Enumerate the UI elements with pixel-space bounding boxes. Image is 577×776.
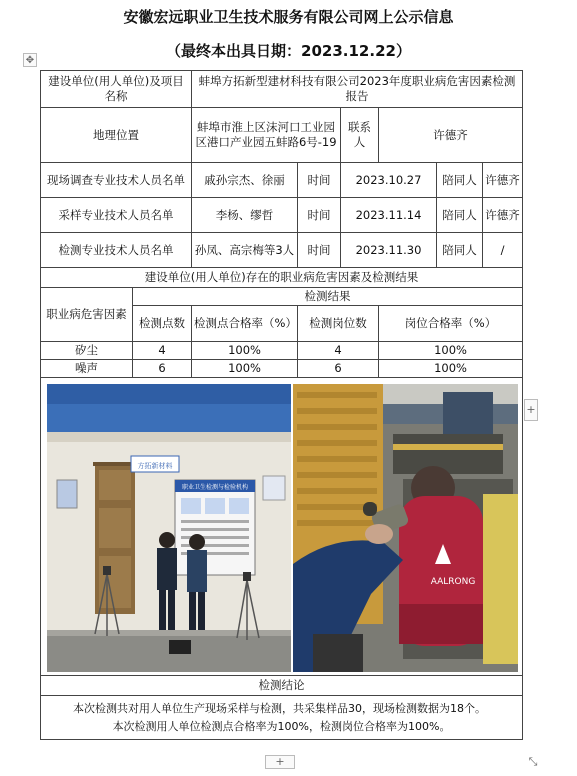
sampling-time-label: 时间 — [298, 198, 341, 233]
factor-cell: 矽尘 — [41, 341, 133, 359]
add-row-button[interactable]: + — [265, 755, 295, 769]
col-post-rate: 岗位合格率（%） — [379, 305, 523, 341]
move-icon[interactable]: ✥ — [23, 53, 37, 67]
info-table — [40, 70, 523, 740]
col-posts: 检测岗位数 — [298, 305, 379, 341]
table-row — [41, 341, 523, 359]
board-text: 职业卫生检测与检验机构 — [181, 483, 249, 491]
results-section-title: 建设单位(用人单位)存在的职业病危害因素及检测结果 — [41, 268, 523, 288]
site-photo-right — [293, 384, 518, 672]
survey-companion-label: 陪同人 — [437, 163, 483, 198]
post-rate-cell: 100% — [379, 359, 523, 377]
posts-cell: 4 — [298, 341, 379, 359]
survey-value: 戚孙宗杰、徐丽 — [192, 163, 298, 198]
sampling-time: 2023.11.14 — [341, 198, 437, 233]
results-header: 检测结果 — [133, 288, 523, 306]
testing-value: 孙凤、高宗梅等3人 — [192, 233, 298, 268]
contact-value: 许德齐 — [379, 108, 523, 163]
sampling-companion: 许德齐 — [483, 198, 523, 233]
testing-time-label: 时间 — [298, 233, 341, 268]
add-column-button[interactable]: + — [524, 399, 538, 421]
jacket-text: AALRONG — [430, 576, 476, 587]
survey-companion: 许德齐 — [483, 163, 523, 198]
unit-label: 建设单位(用人单位)及项目名称 — [41, 71, 192, 108]
factor-cell: 噪声 — [41, 359, 133, 377]
testing-companion: / — [483, 233, 523, 268]
points-cell: 4 — [133, 341, 192, 359]
site-photo-left-drawing — [47, 384, 291, 672]
page-subtitle: （最终本出具日期：2023.12.22） — [166, 42, 411, 60]
page-title: 安徽宏远职业卫生技术服务有限公司网上公示信息 — [123, 8, 454, 26]
col-point-rate: 检测点合格率（%） — [192, 305, 298, 341]
conclusion-line2: 本次检测用人单位检测点合格率为100%，检测岗位合格率为100%。 — [112, 719, 451, 733]
point-rate-cell: 100% — [192, 341, 298, 359]
posts-cell: 6 — [298, 359, 379, 377]
testing-label: 检测专业技术人员名单 — [41, 233, 192, 268]
sampling-companion-label: 陪同人 — [437, 198, 483, 233]
photos-cell — [41, 377, 523, 675]
door-sign-text: 方拓新材料 — [137, 461, 173, 470]
col-points: 检测点数 — [133, 305, 192, 341]
conclusion-line1: 本次检测共对用人单位生产现场采样与检测，共采集样品30，现场检测数据为18个。 — [73, 701, 486, 715]
point-rate-cell: 100% — [192, 359, 298, 377]
survey-time-label: 时间 — [298, 163, 341, 198]
unit-value: 蚌埠方拓新型建材科技有限公司2023年度职业病危害因素检测报告 — [192, 71, 523, 108]
site-photo-right-drawing — [293, 384, 518, 672]
survey-time: 2023.10.27 — [341, 163, 437, 198]
contact-label: 联系人 — [341, 108, 379, 163]
points-cell: 6 — [133, 359, 192, 377]
sampling-label: 采样专业技术人员名单 — [41, 198, 192, 233]
location-label: 地理位置 — [41, 108, 192, 163]
resize-icon[interactable]: ⤡ — [528, 755, 538, 768]
site-photo-left — [47, 384, 291, 672]
conclusion-title: 检测结论 — [41, 675, 523, 695]
table-row — [41, 359, 523, 377]
testing-companion-label: 陪同人 — [437, 233, 483, 268]
factor-header: 职业病危害因素 — [41, 288, 133, 342]
post-rate-cell: 100% — [379, 341, 523, 359]
survey-label: 现场调查专业技术人员名单 — [41, 163, 192, 198]
sampling-value: 李杨、缪哲 — [192, 198, 298, 233]
conclusion-body — [41, 695, 523, 739]
location-value: 蚌埠市淮上区沫河口工业园区港口产业园五蚌路6号-19 — [192, 108, 341, 163]
testing-time: 2023.11.30 — [341, 233, 437, 268]
